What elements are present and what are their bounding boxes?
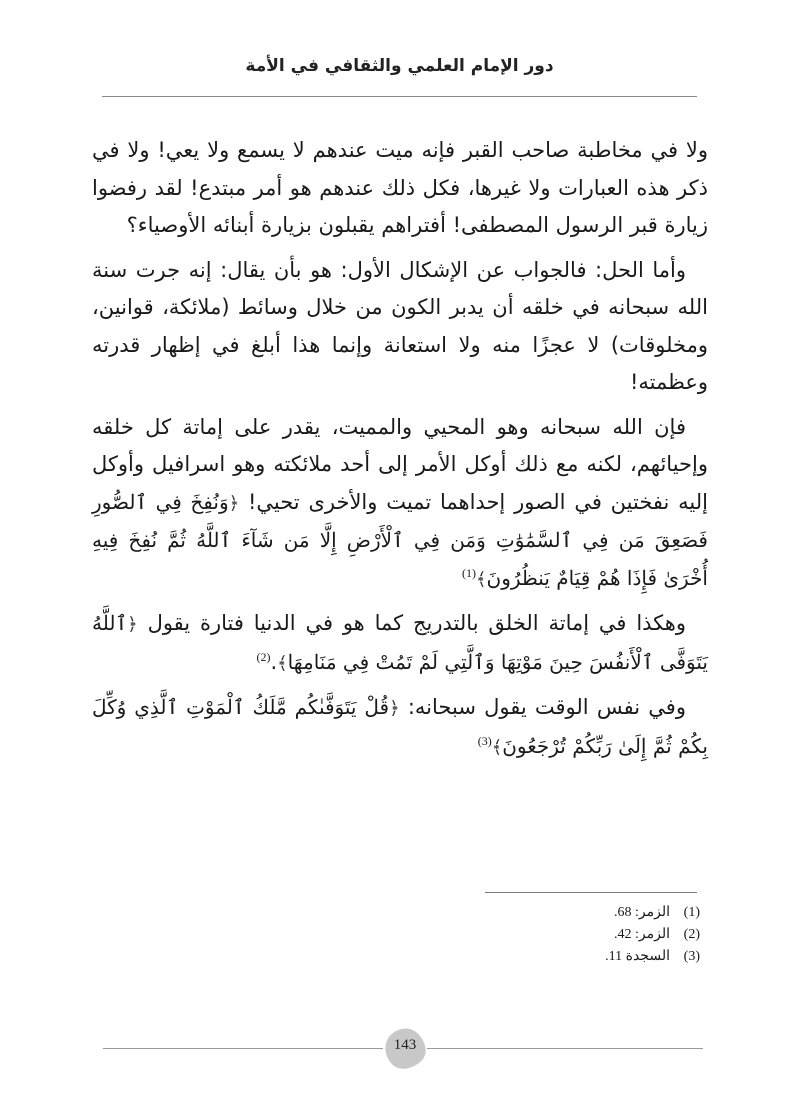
footnotes — [400, 902, 700, 968]
paragraph-1: ولا في مخاطبة صاحب القبر فإنه ميت عندهم لا يسمع ولا يعي! ولا في ذكر هذه العبارات ولا غيرها، فكل ذلك عندهم هو أمر مبتدع! لقد رفضوا زيارة قبر الرسول المصطفى! أفتراهم يقبلون بزيارة أبنائه الأوصياء؟ — [92, 138, 708, 237]
paragraph-3-text: فإن الله سبحانه وهو المحيي والمميت، يقدر على إماتة كل خلقه وإحيائهم، لكنه مع ذلك أوكل الأمر إلى أحد ملائكته وهو اسرافيل وأوكل إليه نفختين في الصور إحداهما تميت والأخرى تحيي! — [92, 414, 708, 514]
running-header-title: دور الإمام العلمي والثقافي في الأمة — [245, 56, 554, 76]
paragraph-4 — [92, 605, 708, 682]
quran-close-bracket: ﴾ — [277, 652, 288, 674]
paragraph-3 — [92, 409, 708, 599]
footnote-number: (3) — [683, 949, 700, 964]
footnote-item — [400, 902, 700, 924]
footnote-text: الزمر: 42. — [614, 927, 670, 942]
quran-open-bracket: ﴿ — [127, 614, 138, 635]
footnote-divider — [485, 892, 697, 893]
period: . — [270, 649, 278, 674]
footnote-item — [400, 924, 700, 946]
footnote-ref-3[interactable]: (3) — [477, 733, 492, 748]
footer-divider-left — [103, 1048, 383, 1049]
paragraph-5-text: وفي نفس الوقت يقول سبحانه: — [407, 695, 686, 719]
quran-open-bracket: ﴿ — [389, 698, 400, 719]
page-number: 143 — [393, 1037, 417, 1053]
footnote-number: (1) — [683, 905, 700, 920]
footnote-ref-1[interactable]: (1) — [461, 565, 476, 580]
quran-open-bracket: ﴿ — [228, 492, 240, 514]
footnote-text: الزمر: 68. — [614, 905, 670, 920]
paragraph-4-text: وهكذا في إماتة الخلق بالتدريج كما هو في الدنيا فتارة يقول — [147, 611, 686, 635]
paragraph-5 — [92, 689, 708, 766]
paragraph-2: وأما الحل: فالجواب عن الإشكال الأول: هو بأن يقال: إنه جرت سنة الله سبحانه في خلقه أن يدبر الكون من خلال وسائط (ملائكة، قوانين، ومخلوقات) لا عجزًا منه ولا استعانة وإنما هذا أبلغ في إظهار قدرته وعظمته! — [92, 257, 708, 394]
footer-divider-right — [427, 1048, 703, 1049]
header-divider — [102, 96, 697, 97]
footnote-item — [400, 946, 700, 968]
footnote-text: السجدة 11. — [605, 949, 670, 964]
footnote-number: (2) — [683, 927, 700, 942]
quran-close-bracket: ﴾ — [475, 568, 487, 590]
footnote-ref-2[interactable]: (2) — [256, 649, 271, 664]
quran-verse-1: وَنُفِخَ فِي ٱلصُّورِ فَصَعِقَ مَن فِي ٱلسَّمَٰوَٰتِ وَمَن فِي ٱلْأَرْضِ إِلَّا مَن شَآءَ ٱللَّهُ ثُمَّ نُفِخَ فِيهِ أُخْرَىٰ فَإِذَا هُمْ قِيَامٌ يَنظُرُونَ — [92, 489, 708, 590]
quran-verse-2: ٱللَّهُ يَتَوَفَّى ٱلْأَنفُسَ حِينَ مَوْتِهَا وَٱلَّتِي لَمْ تَمُتْ فِي مَنَامِهَا — [92, 611, 708, 674]
quran-verse-3: قُلْ يَتَوَفَّىٰكُم مَّلَكُ ٱلْمَوْتِ ٱلَّذِي وُكِّلَ بِكُمْ ثُمَّ إِلَىٰ رَبِّكُمْ تُرْجَعُونَ — [92, 695, 708, 758]
quran-close-bracket: ﴾ — [491, 736, 503, 758]
main-text — [92, 132, 708, 773]
